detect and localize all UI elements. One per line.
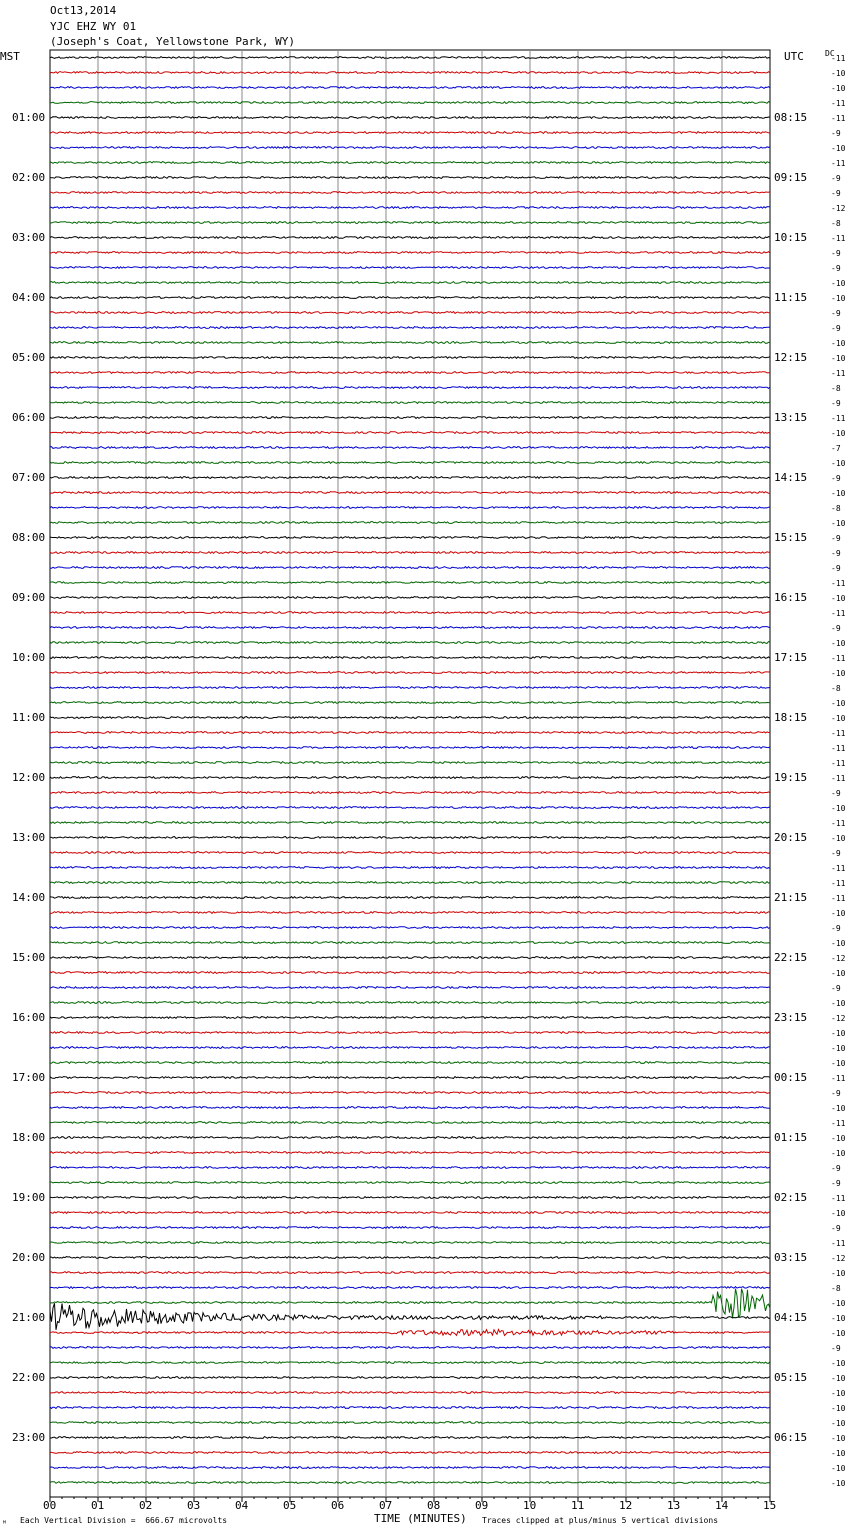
trace-32 <box>50 537 770 539</box>
trace-78 <box>50 1227 770 1229</box>
x-tick-label-08: 08 <box>427 1499 441 1512</box>
dc-offset-label: -10 <box>831 353 846 363</box>
trace-34 <box>50 567 770 569</box>
dc-offset-label: -10 <box>831 1403 846 1413</box>
x-tick-label-09: 09 <box>475 1499 489 1512</box>
mst-hour-label: 22:00 <box>12 1370 46 1384</box>
trace-28 <box>50 477 770 479</box>
dc-offset-label: -10 <box>831 1328 846 1338</box>
dc-offset-label: -10 <box>831 1478 846 1488</box>
dc-offset-label: -10 <box>831 668 846 678</box>
dc-offset-label: -10 <box>831 713 846 723</box>
dc-offset-label: -9 <box>831 983 841 993</box>
dc-offset-label: -10 <box>831 428 846 438</box>
trace-31 <box>50 522 770 524</box>
trace-5 <box>50 132 770 134</box>
dc-offset-label: -10 <box>831 1028 846 1038</box>
trace-25 <box>50 432 770 434</box>
trace-83 <box>50 1289 770 1318</box>
dc-offset-label: -12 <box>831 1253 846 1263</box>
trace-82 <box>50 1287 770 1289</box>
dc-offset-label: -10 <box>831 1448 846 1458</box>
trace-22 <box>50 387 770 389</box>
trace-42 <box>50 687 770 689</box>
utc-hour-label: 22:15 <box>774 950 808 964</box>
location-label: (Joseph's Coat, Yellowstone Park, WY) <box>50 35 296 48</box>
dc-offset-label: -9 <box>831 848 841 858</box>
trace-87 <box>50 1362 770 1364</box>
trace-64 <box>50 1017 770 1019</box>
trace-67 <box>50 1062 770 1064</box>
utc-hour-label: 05:15 <box>774 1370 808 1384</box>
utc-hour-label: 01:15 <box>774 1130 808 1144</box>
trace-47 <box>50 762 770 764</box>
utc-hour-label: 18:15 <box>774 710 808 724</box>
trace-15 <box>50 282 770 284</box>
dc-offset-label: -8 <box>831 218 841 228</box>
dc-offset-label: -11 <box>831 98 846 108</box>
trace-24 <box>50 417 770 419</box>
dc-offset-label: -10 <box>831 518 846 528</box>
trace-3 <box>50 102 770 104</box>
dc-offset-label: -11 <box>831 773 846 783</box>
trace-46 <box>50 747 770 749</box>
trace-62 <box>50 987 770 989</box>
dc-offset-label: -10 <box>831 1388 846 1398</box>
dc-offset-label: -9 <box>831 1088 841 1098</box>
trace-95 <box>50 1482 770 1484</box>
mst-hour-label: 16:00 <box>12 1010 46 1024</box>
trace-30 <box>50 507 770 509</box>
x-tick-label-00: 00 <box>43 1499 57 1512</box>
utc-hour-label: 14:15 <box>774 470 808 484</box>
mst-hour-label: 19:00 <box>12 1190 46 1204</box>
trace-75 <box>50 1182 770 1184</box>
trace-27 <box>50 462 770 464</box>
trace-12 <box>50 237 770 239</box>
dc-offset-label: -10 <box>831 1433 846 1443</box>
dc-offset-label: -11 <box>831 1193 846 1203</box>
dc-offset-label: -10 <box>831 338 846 348</box>
dc-offset-label: -7 <box>831 443 841 453</box>
trace-51 <box>50 822 770 824</box>
trace-52 <box>50 837 770 839</box>
mst-hour-label: 03:00 <box>12 230 46 244</box>
dc-offset-label: -11 <box>831 158 846 168</box>
dc-offset-label: -9 <box>831 173 841 183</box>
trace-50 <box>50 807 770 809</box>
trace-2 <box>50 87 770 89</box>
utc-hour-label: 03:15 <box>774 1250 808 1264</box>
trace-90 <box>50 1407 770 1409</box>
dc-offset-label: -11 <box>831 728 846 738</box>
trace-lines <box>50 57 770 1484</box>
trace-54 <box>50 867 770 869</box>
dc-offset-label: -11 <box>831 878 846 888</box>
dc-offset-label: -9 <box>831 398 841 408</box>
utc-hour-label: 10:15 <box>774 230 808 244</box>
trace-84 <box>50 1303 770 1330</box>
trace-74 <box>50 1167 770 1169</box>
trace-23 <box>50 402 770 404</box>
dc-offset-label: -10 <box>831 1103 846 1113</box>
trace-63 <box>50 1002 770 1004</box>
trace-17 <box>50 312 770 314</box>
dc-offset-label: -11 <box>831 413 846 423</box>
trace-45 <box>50 732 770 734</box>
mst-hour-label: 05:00 <box>12 350 46 364</box>
mst-hour-label: 07:00 <box>12 470 46 484</box>
x-axis-title: TIME (MINUTES) <box>374 1512 467 1525</box>
trace-14 <box>50 267 770 269</box>
mst-hour-label: 12:00 <box>12 770 46 784</box>
utc-zone-label: UTC <box>784 50 804 63</box>
x-tick-label-03: 03 <box>187 1499 201 1512</box>
trace-93 <box>50 1452 770 1454</box>
dc-offset-label: -10 <box>831 938 846 948</box>
mst-hour-label: 21:00 <box>12 1310 46 1324</box>
dc-offset-label: -9 <box>831 248 841 258</box>
trace-26 <box>50 447 770 449</box>
trace-88 <box>50 1377 770 1379</box>
station-label: YJC EHZ WY 01 <box>50 20 137 33</box>
trace-0 <box>50 57 770 59</box>
dc-offset-label: -9 <box>831 263 841 273</box>
date-label: Oct13,2014 <box>50 4 117 17</box>
dc-offset-label: -9 <box>831 1343 841 1353</box>
trace-92 <box>50 1437 770 1439</box>
dc-offset-label: -10 <box>831 143 846 153</box>
mst-hour-label: 15:00 <box>12 950 46 964</box>
trace-8 <box>50 177 770 179</box>
utc-hour-label: 21:15 <box>774 890 808 904</box>
dc-offset-label: -8 <box>831 383 841 393</box>
utc-hour-label: 15:15 <box>774 530 808 544</box>
dc-offset-label: -10 <box>831 593 846 603</box>
x-tick-label-12: 12 <box>619 1499 633 1512</box>
dc-offset-label: -11 <box>831 818 846 828</box>
clip-note: Traces clipped at plus/minus 5 vertical divisions <box>482 1516 719 1525</box>
mst-hour-label: 02:00 <box>12 170 46 184</box>
dc-offset-label: -10 <box>831 698 846 708</box>
trace-16 <box>50 297 770 299</box>
trace-86 <box>50 1347 770 1349</box>
dc-offset-label: -9 <box>831 533 841 543</box>
dc-offset-label: -9 <box>831 788 841 798</box>
mst-hour-label: 14:00 <box>12 890 46 904</box>
trace-77 <box>50 1212 770 1214</box>
dc-offset-label: -10 <box>831 998 846 1008</box>
dc-offset-label: -11 <box>831 1073 846 1083</box>
dc-offset-label: -10 <box>831 488 846 498</box>
mst-hour-label: 17:00 <box>12 1070 46 1084</box>
trace-49 <box>50 792 770 794</box>
trace-11 <box>50 222 770 224</box>
dc-offset-label: -10 <box>831 833 846 843</box>
x-tick-label-11: 11 <box>571 1499 585 1512</box>
dc-offset-label: -10 <box>831 1148 846 1158</box>
trace-39 <box>50 642 770 644</box>
trace-56 <box>50 897 770 899</box>
x-tick-label-07: 07 <box>379 1499 393 1512</box>
dc-offset-label: -10 <box>831 1313 846 1323</box>
corner-mark: ᴹ <box>2 1519 7 1528</box>
utc-hour-label: 20:15 <box>774 830 808 844</box>
utc-hour-label: 00:15 <box>774 1070 808 1084</box>
x-tick-label-13: 13 <box>667 1499 681 1512</box>
trace-71 <box>50 1122 770 1124</box>
trace-61 <box>50 972 770 974</box>
dc-offset-label: -10 <box>831 1208 846 1218</box>
utc-hour-label: 17:15 <box>774 650 808 664</box>
trace-29 <box>50 492 770 494</box>
trace-9 <box>50 192 770 194</box>
dc-offset-label: -10 <box>831 968 846 978</box>
trace-19 <box>50 342 770 344</box>
utc-hour-label: 12:15 <box>774 350 808 364</box>
trace-91 <box>50 1422 770 1424</box>
trace-85 <box>50 1329 770 1335</box>
dc-offset-label: -10 <box>831 638 846 648</box>
utc-hour-label: 02:15 <box>774 1190 808 1204</box>
x-tick-label-05: 05 <box>283 1499 297 1512</box>
utc-hour-label: 16:15 <box>774 590 808 604</box>
x-tick-label-06: 06 <box>331 1499 345 1512</box>
x-tick-label-04: 04 <box>235 1499 249 1512</box>
trace-38 <box>50 627 770 629</box>
dc-offset-label: -9 <box>831 923 841 933</box>
dc-offset-label: -10 <box>831 278 846 288</box>
dc-offset-label: -11 <box>831 113 846 123</box>
trace-81 <box>50 1272 770 1274</box>
trace-59 <box>50 942 770 944</box>
trace-66 <box>50 1047 770 1049</box>
dc-offset-label: -10 <box>831 1298 846 1308</box>
dc-offset-label: -11 <box>831 53 846 63</box>
trace-21 <box>50 372 770 374</box>
trace-7 <box>50 162 770 164</box>
utc-hour-label: 06:15 <box>774 1430 808 1444</box>
utc-hour-label: 11:15 <box>774 290 808 304</box>
dc-offset-label: -10 <box>831 1418 846 1428</box>
dc-offset-label: -9 <box>831 323 841 333</box>
trace-55 <box>50 882 770 884</box>
dc-offset-label: -12 <box>831 953 846 963</box>
mst-hour-label: 06:00 <box>12 410 46 424</box>
utc-hour-label: 23:15 <box>774 1010 808 1024</box>
dc-offset-label: -10 <box>831 1043 846 1053</box>
trace-70 <box>50 1107 770 1109</box>
dc-offset-label: -9 <box>831 1223 841 1233</box>
trace-33 <box>50 552 770 554</box>
dc-offset-label: -11 <box>831 608 846 618</box>
mst-hour-label: 10:00 <box>12 650 46 664</box>
mst-hour-label: 18:00 <box>12 1130 46 1144</box>
trace-65 <box>50 1032 770 1034</box>
dc-offset-label: -10 <box>831 1463 846 1473</box>
trace-35 <box>50 582 770 584</box>
trace-36 <box>50 597 770 599</box>
dc-offset-label: -11 <box>831 758 846 768</box>
trace-72 <box>50 1137 770 1139</box>
x-tick-label-01: 01 <box>91 1499 105 1512</box>
trace-4 <box>50 117 770 119</box>
mst-hour-label: 13:00 <box>12 830 46 844</box>
trace-18 <box>50 327 770 329</box>
dc-offset-label: -8 <box>831 503 841 513</box>
mst-hour-label: 09:00 <box>12 590 46 604</box>
dc-offset-label: -11 <box>831 1118 846 1128</box>
utc-hour-label: 08:15 <box>774 110 808 124</box>
dc-offset-label: -9 <box>831 1178 841 1188</box>
trace-6 <box>50 147 770 149</box>
dc-offset-label: -11 <box>831 863 846 873</box>
dc-offset-label: -11 <box>831 368 846 378</box>
x-tick-label-10: 10 <box>523 1499 537 1512</box>
trace-89 <box>50 1392 770 1394</box>
utc-hour-label: 04:15 <box>774 1310 808 1324</box>
dc-offset-label: -10 <box>831 1058 846 1068</box>
dc-offset-label: -9 <box>831 548 841 558</box>
trace-80 <box>50 1257 770 1259</box>
dc-offset-label: -8 <box>831 1283 841 1293</box>
x-tick-label-15: 15 <box>763 1499 777 1512</box>
trace-43 <box>50 702 770 704</box>
dc-offset-label: -9 <box>831 308 841 318</box>
dc-offset-label: -10 <box>831 68 846 78</box>
dc-offset-label: -11 <box>831 1238 846 1248</box>
utc-hour-label: 09:15 <box>774 170 808 184</box>
trace-10 <box>50 207 770 209</box>
mst-hour-label: 08:00 <box>12 530 46 544</box>
trace-44 <box>50 717 770 719</box>
mst-zone-label: MST <box>0 50 20 63</box>
dc-offset-label: -10 <box>831 293 846 303</box>
trace-41 <box>50 672 770 674</box>
dc-offset-label: -10 <box>831 1268 846 1278</box>
trace-94 <box>50 1467 770 1469</box>
dc-offset-label: -9 <box>831 623 841 633</box>
trace-73 <box>50 1152 770 1154</box>
dc-offset-label: -9 <box>831 128 841 138</box>
dc-offset-label: -9 <box>831 188 841 198</box>
trace-69 <box>50 1092 770 1094</box>
dc-offset-label: -10 <box>831 1358 846 1368</box>
dc-offset-label: -9 <box>831 473 841 483</box>
trace-40 <box>50 657 770 659</box>
trace-58 <box>50 927 770 929</box>
trace-53 <box>50 852 770 854</box>
trace-20 <box>50 357 770 359</box>
utc-hour-label: 13:15 <box>774 410 808 424</box>
dc-offset-label: -11 <box>831 653 846 663</box>
trace-48 <box>50 777 770 779</box>
trace-79 <box>50 1242 770 1244</box>
dc-offset-label: -8 <box>831 683 841 693</box>
x-tick-label-14: 14 <box>715 1499 729 1512</box>
dc-offset-label: -10 <box>831 458 846 468</box>
dc-offset-label: -10 <box>831 803 846 813</box>
dc-offset-label: -12 <box>831 1013 846 1023</box>
time-axis <box>50 1497 770 1502</box>
dc-offset-label: -9 <box>831 1163 841 1173</box>
mst-hour-label: 20:00 <box>12 1250 46 1264</box>
dc-offset-label: -10 <box>831 1373 846 1383</box>
dc-offset-label: -11 <box>831 743 846 753</box>
mst-hour-label: 23:00 <box>12 1430 46 1444</box>
dc-offset-label: -11 <box>831 893 846 903</box>
dc-offset-label: -11 <box>831 233 846 243</box>
trace-57 <box>50 912 770 914</box>
trace-68 <box>50 1077 770 1079</box>
trace-76 <box>50 1197 770 1199</box>
dc-offset-label: -10 <box>831 1133 846 1143</box>
mst-hour-label: 11:00 <box>12 710 46 724</box>
dc-label: DC <box>825 49 835 58</box>
mst-hour-label: 01:00 <box>12 110 46 124</box>
dc-offset-label: -10 <box>831 83 846 93</box>
dc-offset-label: -11 <box>831 578 846 588</box>
trace-13 <box>50 252 770 254</box>
utc-hour-label: 19:15 <box>774 770 808 784</box>
mst-hour-label: 04:00 <box>12 290 46 304</box>
trace-37 <box>50 612 770 614</box>
dc-offset-label: -9 <box>831 563 841 573</box>
trace-1 <box>50 72 770 74</box>
trace-60 <box>50 957 770 959</box>
dc-offset-label: -10 <box>831 908 846 918</box>
x-tick-label-02: 02 <box>139 1499 153 1512</box>
scale-note: Each Vertical Division = 666.67 microvolts <box>20 1516 228 1525</box>
dc-offset-label: -12 <box>831 203 846 213</box>
